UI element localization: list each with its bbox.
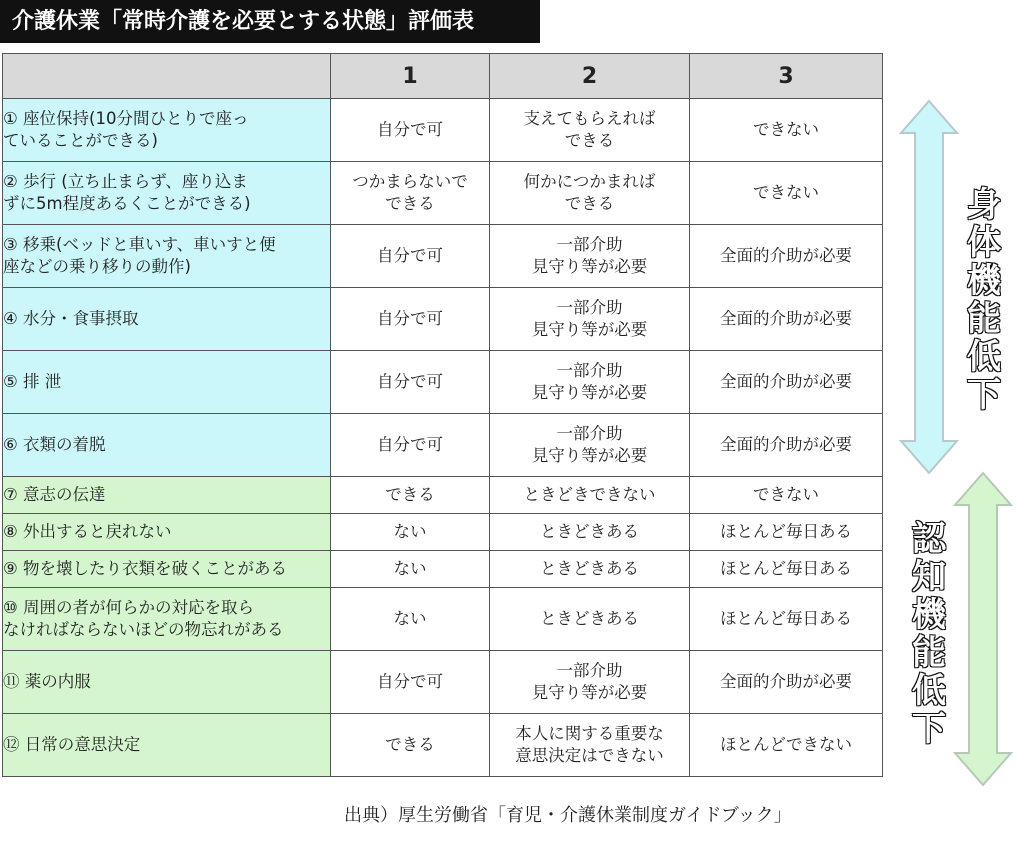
label-char: 能 — [912, 633, 946, 673]
table-row — [3, 514, 883, 551]
cognitive-decline-arrow-icon — [952, 470, 1014, 788]
table-row — [3, 651, 883, 714]
header-blank-cell — [3, 54, 331, 99]
table-row — [3, 551, 883, 588]
level-3-cell — [690, 477, 883, 514]
cell-text-line: 意思決定はできない — [515, 746, 664, 765]
level-1-cell — [331, 651, 490, 714]
level-3-cell — [690, 414, 883, 477]
cell-text-line: ない — [393, 522, 427, 541]
table-row — [3, 99, 883, 162]
level-1-cell — [331, 414, 490, 477]
table-row — [3, 588, 883, 651]
cell-text-line: ときどきできない — [523, 485, 656, 504]
level-1-cell — [331, 351, 490, 414]
level-3-cell — [690, 288, 883, 351]
label-char: 機 — [967, 261, 1001, 301]
cognitive-decline-label — [905, 520, 953, 748]
cell-text-line: 自分で可 — [377, 309, 443, 328]
cell-text-line: できない — [753, 485, 819, 504]
cell-text-line: つかまらないで — [352, 172, 468, 191]
cell-text-line: 一部介助 — [556, 235, 623, 254]
label-char: 低 — [912, 671, 946, 711]
level-3-cell — [690, 514, 883, 551]
level-2-cell — [490, 588, 690, 651]
level-2-cell — [490, 551, 690, 588]
cell-text-line: できない — [753, 120, 819, 139]
level-3-cell — [690, 651, 883, 714]
cell-text-line: できない — [753, 183, 819, 202]
cell-text-line: できる — [385, 485, 435, 504]
label-char: 低 — [967, 337, 1001, 377]
level-1-cell — [331, 99, 490, 162]
header-level-2: 2 — [490, 54, 690, 99]
cell-text-line: できる — [385, 194, 435, 213]
row-item-label — [3, 414, 331, 477]
cell-text-line: 何かにつかまれば — [523, 172, 656, 191]
cell-text-line: できる — [564, 131, 615, 150]
level-2-cell — [490, 477, 690, 514]
cell-text-line: 見守り等が必要 — [531, 257, 648, 276]
level-2-cell — [490, 225, 690, 288]
level-2-cell — [490, 714, 690, 777]
cell-text-line: 一部介助 — [556, 661, 623, 680]
cell-text-line: 一部介助 — [556, 424, 623, 443]
cell-text-line: 座などの乗り移りの動作) — [3, 257, 191, 276]
label-char: 能 — [967, 299, 1001, 339]
cell-text-line: ① 座位保持(10分間ひとりで座っ — [3, 109, 249, 128]
row-item-label — [3, 514, 331, 551]
level-1-cell — [331, 162, 490, 225]
row-item-label — [3, 162, 331, 225]
table-row — [3, 162, 883, 225]
cell-text-line: 全面的介助が必要 — [720, 672, 852, 691]
level-2-cell — [490, 651, 690, 714]
level-3-cell — [690, 162, 883, 225]
level-3-cell — [690, 588, 883, 651]
level-1-cell — [331, 588, 490, 651]
row-item-label — [3, 99, 331, 162]
cell-text-line: ⑫ 日常の意思決定 — [3, 735, 141, 754]
label-char: 体 — [967, 223, 1001, 263]
header-level-3: 3 — [690, 54, 883, 99]
cell-text-line: ⑨ 物を壊したり衣類を破くことがある — [3, 559, 288, 578]
cell-text-line: 一部介助 — [556, 361, 623, 380]
cell-text-line: 本人に関する重要な — [515, 724, 664, 743]
level-3-cell — [690, 99, 883, 162]
cell-text-line: 一部介助 — [556, 298, 623, 317]
level-3-cell — [690, 351, 883, 414]
cell-text-line: ほとんど毎日ある — [720, 522, 852, 541]
label-char: 下 — [912, 709, 946, 749]
cell-text-line: ⑩ 周囲の者が何らかの対応を取ら — [3, 598, 255, 617]
cell-text-line: ときどきある — [540, 609, 639, 628]
row-item-label — [3, 551, 331, 588]
source-citation: 出典）厚生労働省「育児・介護休業制度ガイドブック」 — [344, 805, 792, 826]
cell-text-line: なければならないほどの物忘れがある — [3, 620, 284, 639]
cell-text-line: ③ 移乗(ベッドと車いす、車いすと便 — [3, 235, 276, 254]
cell-text-line: ていることができる) — [3, 131, 158, 150]
row-item-label — [3, 714, 331, 777]
table-row — [3, 288, 883, 351]
level-2-cell — [490, 514, 690, 551]
cell-text-line: ときどきある — [540, 522, 639, 541]
cell-text-line: 自分で可 — [377, 672, 443, 691]
level-2-cell — [490, 288, 690, 351]
cell-text-line: ほとんどできない — [720, 735, 852, 754]
cell-text-line: 支えてもらえれば — [523, 109, 656, 128]
level-3-cell — [690, 714, 883, 777]
table-row — [3, 414, 883, 477]
table-row — [3, 477, 883, 514]
level-3-cell — [690, 551, 883, 588]
cell-text-line: ときどきある — [540, 559, 639, 578]
cell-text-line: ⑤ 排 泄 — [3, 372, 62, 391]
cell-text-line: 見守り等が必要 — [531, 683, 648, 702]
physical-decline-arrow-icon — [898, 98, 960, 476]
cell-text-line: 見守り等が必要 — [531, 320, 648, 339]
row-item-label — [3, 288, 331, 351]
physical-decline-label — [960, 186, 1008, 414]
cell-text-line: 全面的介助が必要 — [720, 309, 852, 328]
label-char: 機 — [912, 595, 946, 635]
label-char: 下 — [967, 375, 1001, 415]
cell-text-line: ない — [393, 609, 427, 628]
cell-text-line: 自分で可 — [377, 246, 443, 265]
table-row — [3, 714, 883, 777]
level-1-cell — [331, 514, 490, 551]
cell-text-line: ⑦ 意志の伝達 — [3, 485, 106, 504]
cell-text-line: 全面的介助が必要 — [720, 435, 852, 454]
label-char: 認 — [912, 519, 946, 559]
label-char: 身 — [967, 185, 1001, 225]
page-title: 介護休業「常時介護を必要とする状態」評価表 — [0, 0, 540, 43]
cell-text-line: ずに5m程度あるくことができる) — [3, 194, 251, 213]
table-row — [3, 225, 883, 288]
cell-text-line: ない — [393, 559, 427, 578]
table-row — [3, 351, 883, 414]
label-char: 知 — [912, 557, 946, 597]
cell-text-line: ほとんど毎日ある — [720, 559, 852, 578]
level-1-cell — [331, 477, 490, 514]
row-item-label — [3, 477, 331, 514]
cell-text-line: 全面的介助が必要 — [720, 246, 852, 265]
cell-text-line: ⑥ 衣類の着脱 — [3, 435, 106, 454]
header-row — [3, 54, 883, 99]
level-3-cell — [690, 225, 883, 288]
level-1-cell — [331, 225, 490, 288]
cell-text-line: ほとんど毎日ある — [720, 609, 852, 628]
cell-text-line: できる — [385, 735, 435, 754]
cell-text-line: 自分で可 — [377, 372, 443, 391]
level-1-cell — [331, 288, 490, 351]
row-item-label — [3, 225, 331, 288]
level-2-cell — [490, 99, 690, 162]
row-item-label — [3, 588, 331, 651]
row-item-label — [3, 651, 331, 714]
cell-text-line: 全面的介助が必要 — [720, 372, 852, 391]
cell-text-line: 自分で可 — [377, 435, 443, 454]
evaluation-table — [2, 53, 883, 777]
level-2-cell — [490, 414, 690, 477]
cell-text-line: 見守り等が必要 — [531, 383, 648, 402]
cell-text-line: ⑪ 薬の内服 — [3, 672, 91, 691]
level-1-cell — [331, 714, 490, 777]
cell-text-line: 自分で可 — [377, 120, 443, 139]
row-item-label — [3, 351, 331, 414]
header-level-1: 1 — [331, 54, 490, 99]
cell-text-line: ④ 水分・食事摂取 — [3, 309, 139, 328]
cell-text-line: ⑧ 外出すると戻れない — [3, 522, 172, 541]
level-1-cell — [331, 551, 490, 588]
cell-text-line: ② 歩行 (立ち止まらず、座り込ま — [3, 172, 248, 191]
cell-text-line: 見守り等が必要 — [531, 446, 648, 465]
level-2-cell — [490, 351, 690, 414]
cell-text-line: できる — [564, 194, 615, 213]
level-2-cell — [490, 162, 690, 225]
